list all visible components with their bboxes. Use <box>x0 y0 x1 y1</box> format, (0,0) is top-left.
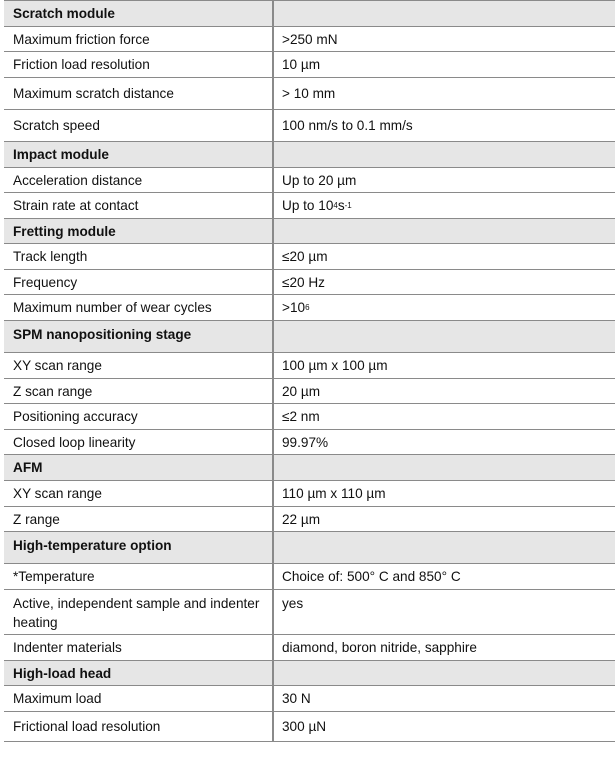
spec-value-unit: s <box>337 198 345 213</box>
spec-value: yes <box>282 596 304 611</box>
table-row <box>4 481 615 507</box>
spec-value: >250 mN <box>282 31 338 47</box>
spec-label: XY scan range <box>4 353 274 378</box>
spec-value: >10 6 <box>282 300 310 315</box>
table-row <box>4 168 615 193</box>
section-row <box>4 0 615 27</box>
section-title: SPM nanopositioning stage <box>4 321 274 352</box>
section-value-empty <box>274 219 615 243</box>
table-row <box>4 295 615 321</box>
spec-label: Frictional load resolution <box>4 712 274 741</box>
spec-label: Track length <box>4 244 274 269</box>
table-row <box>4 430 615 455</box>
spec-value: Choice of: 500° C and 850° C <box>282 569 461 584</box>
section-value-empty <box>274 455 615 480</box>
section-value-empty <box>274 142 615 167</box>
section-title: Impact module <box>4 142 274 167</box>
table-row <box>4 404 615 430</box>
section-title: AFM <box>4 455 274 480</box>
table-row <box>4 353 615 379</box>
spec-label: Maximum scratch distance <box>4 78 274 109</box>
spec-label: Closed loop linearity <box>4 430 274 454</box>
spec-label: XY scan range <box>4 481 274 506</box>
table-row <box>4 590 615 635</box>
spec-label: Frequency <box>4 270 274 294</box>
section-value-empty <box>274 1 615 26</box>
table-row <box>4 193 615 219</box>
spec-value: 99.97% <box>282 434 329 450</box>
table-row <box>4 27 615 52</box>
table-row <box>4 507 615 532</box>
spec-value: 110 µm x 110 µm <box>282 486 386 501</box>
spec-value: 300 µN <box>282 719 327 734</box>
spec-value: ≤2 nm <box>282 409 320 424</box>
spec-label: Maximum load <box>4 686 274 711</box>
table-row <box>4 564 615 590</box>
spec-value: 100 µm x 100 µm <box>282 358 388 373</box>
section-row <box>4 661 615 686</box>
spec-label: Indenter materials <box>4 635 274 660</box>
spec-value: ≤20 Hz <box>282 274 325 290</box>
section-value-empty <box>274 661 615 685</box>
table-row <box>4 686 615 712</box>
table-row <box>4 270 615 295</box>
section-row <box>4 455 615 481</box>
spec-label: Positioning accuracy <box>4 404 274 429</box>
spec-label: Scratch speed <box>4 110 274 141</box>
section-title: High-temperature option <box>4 532 274 563</box>
spec-value: 30 N <box>282 691 311 706</box>
spec-label: Friction load resolution <box>4 52 274 77</box>
table-row <box>4 52 615 78</box>
spec-label: *Temperature <box>4 564 274 589</box>
spec-value: > 10 mm <box>282 86 336 101</box>
table-row <box>4 110 615 142</box>
section-row <box>4 321 615 353</box>
spec-label: Z range <box>4 507 274 531</box>
spec-label: Acceleration distance <box>4 168 274 192</box>
spec-value-text: >10 <box>282 300 306 315</box>
spec-label: Z scan range <box>4 379 274 403</box>
table-row <box>4 78 615 110</box>
spec-value: 20 µm <box>282 383 321 399</box>
spec-value: 10 µm <box>282 57 321 72</box>
spec-label: Maximum number of wear cycles <box>4 295 274 320</box>
spec-label: Maximum friction force <box>4 27 274 51</box>
spec-value-text: Up to 10 <box>282 198 334 213</box>
section-row <box>4 142 615 168</box>
section-value-empty <box>274 532 615 563</box>
section-title: Fretting module <box>4 219 274 243</box>
section-row <box>4 532 615 564</box>
table-row <box>4 379 615 404</box>
table-row <box>4 635 615 661</box>
table-row <box>4 244 615 270</box>
spec-value: diamond, boron nitride, sapphire <box>282 640 477 655</box>
spec-value: Up to 10 4 s -1 <box>282 198 352 213</box>
spec-value: Up to 20 µm <box>282 172 357 188</box>
spec-value: ≤20 µm <box>282 249 328 264</box>
spec-value: 22 µm <box>282 511 321 527</box>
section-value-empty <box>274 321 615 352</box>
spec-value: 100 nm/s to 0.1 mm/s <box>282 118 413 133</box>
section-title: High-load head <box>4 661 274 685</box>
spec-table <box>4 0 615 742</box>
section-title: Scratch module <box>4 1 274 26</box>
spec-label: Strain rate at contact <box>4 193 274 218</box>
spec-label: Active, independent sample and indenter heating <box>4 590 274 634</box>
section-row <box>4 219 615 244</box>
table-row <box>4 712 615 742</box>
